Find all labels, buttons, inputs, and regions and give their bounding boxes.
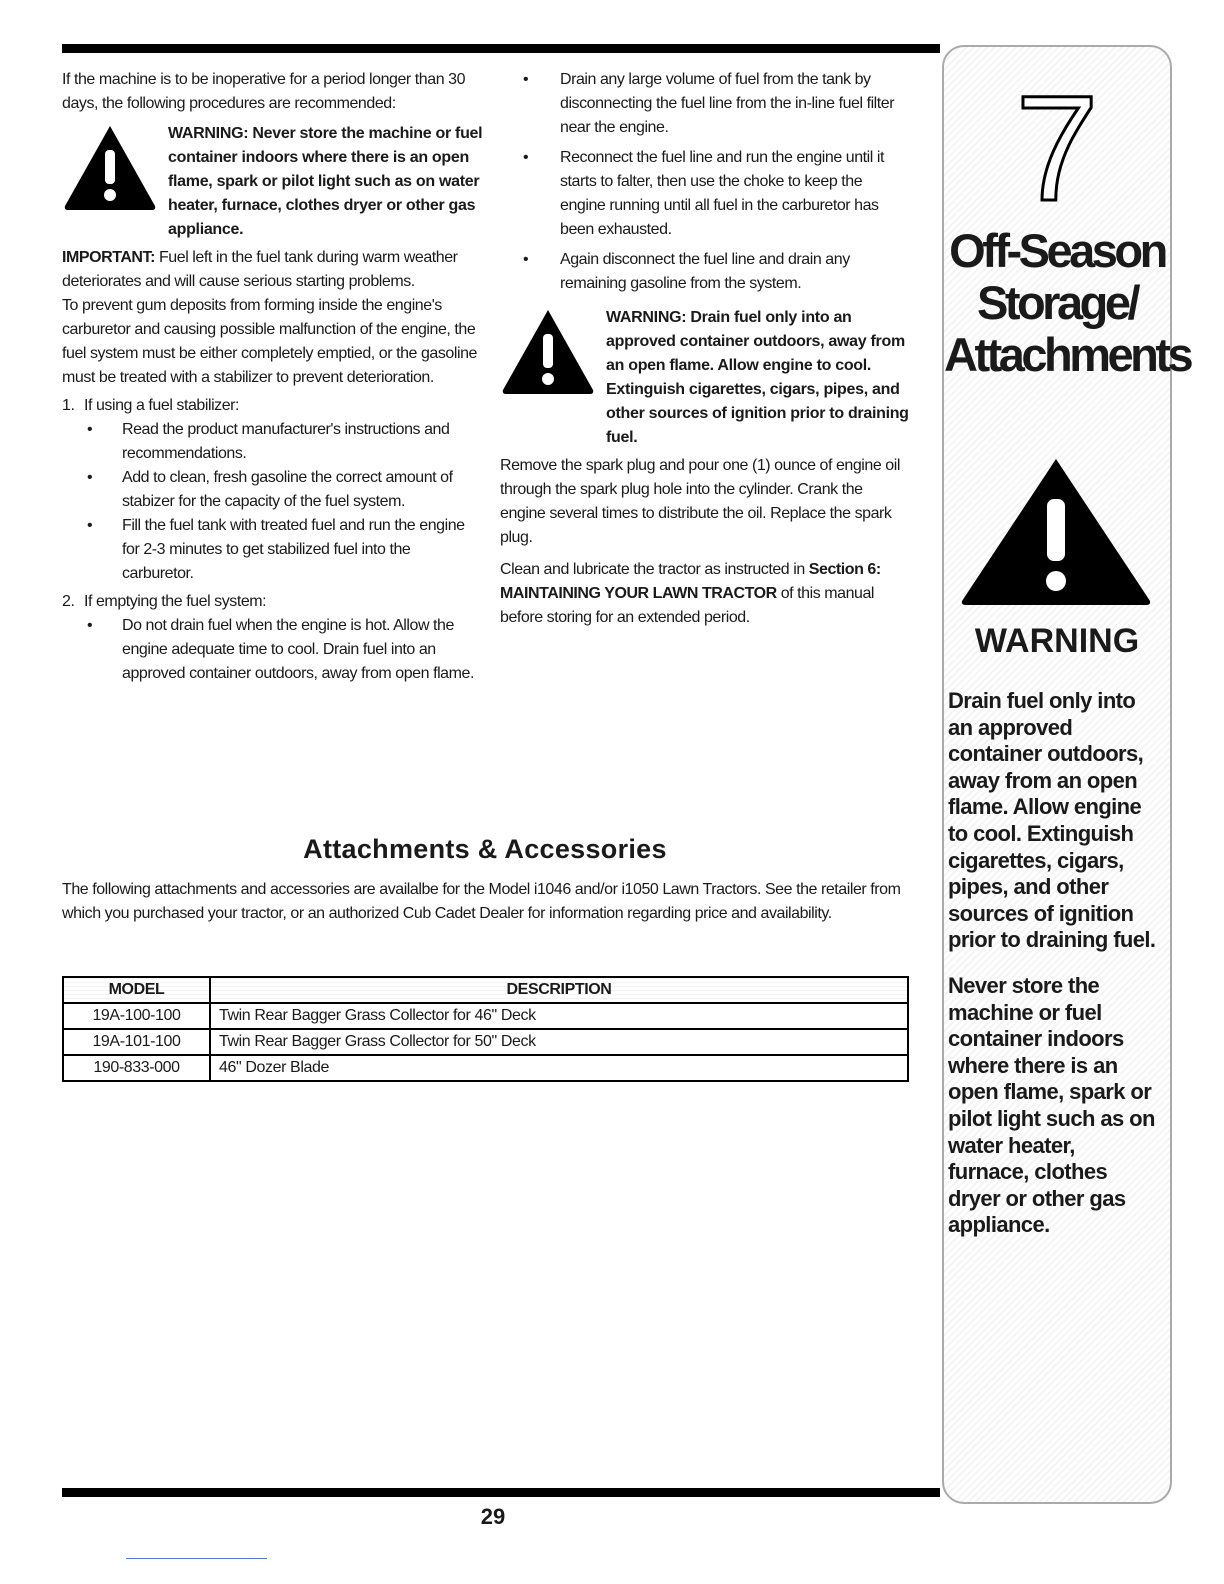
right-column: [500, 68, 910, 630]
important-text: Fuel left in the fuel tank during warm weather deteriorates and will cause serious starting problems.: [62, 249, 458, 290]
step-number: 1.: [62, 397, 75, 414]
intro-text: If the machine is to be inoperative for a period longer than 30 days, the following procedures are recommended:: [62, 71, 466, 112]
table-header: [63, 977, 908, 1003]
page-number: 29: [480, 1504, 506, 1529]
bullet-item: • Reconnect the fuel line and run the engine until it starts to falter, then use the choke to keep the engine running until all fuel in the carburetor has been exhausted.: [500, 146, 910, 242]
table-row: [63, 1055, 908, 1081]
model-cell: 19A-100-100: [63, 1003, 210, 1029]
attachments-intro: The following attachments and accessories are availalbe for the Model i1046 and/or i1050 Lawn Tractors. See the retailer from which you purchased your tractor, or an authorized Cub Cadet Dealer for information regarding price and availability.: [62, 881, 901, 922]
step-number: 2.: [62, 593, 75, 610]
title-line: Off-Season: [949, 224, 1165, 277]
bullet-item: • Add to clean, fresh gasoline the correct amount of stabizer for the capacity of the fuel system.: [62, 466, 484, 514]
table-row: [63, 1029, 908, 1055]
header-description: DESCRIPTION: [210, 977, 908, 1003]
drain-warning: [500, 306, 910, 450]
section-title: [944, 224, 1191, 381]
step-1: [62, 394, 484, 586]
model-cell: 19A-101-100: [63, 1029, 210, 1055]
clean-lubricate-text: [500, 558, 910, 630]
section-number: 7: [1015, 64, 1099, 232]
table-row: [63, 1003, 908, 1029]
warning-triangle-icon: [500, 306, 596, 396]
left-column: [62, 68, 484, 686]
warning-label: WARNING: [974, 622, 1140, 660]
description-cell: 46" Dozer Blade: [210, 1055, 908, 1081]
sidebar-storage-warning: Never store the machine or fuel container indoors where there is an open flame, spark or pilot light such as on water heater, furnace, clothes dryer or other gas appliance.: [948, 973, 1155, 1238]
gum-deposits-text: To prevent gum deposits from forming inside the engine's carburetor and causing possible malfunction of the engine, the fuel system must be either completely emptied, or the gasoline must be treated with a stabilizer to prevent deterioration.: [62, 297, 477, 386]
footer-underline: [126, 1558, 267, 1559]
description-cell: Twin Rear Bagger Grass Collector for 46" Deck: [210, 1003, 908, 1029]
drain-warning-text: WARNING: Drain fuel only into an approved container outdoors, away from an open flame. Allow engine to cool. Extinguish cigarettes, cigars, pipes, and other sources of ignition prior to draining fuel.: [606, 309, 909, 446]
bottom-rule: [62, 1488, 940, 1497]
bullet-item: • Drain any large volume of fuel from the tank by disconnecting the fuel line from the in-line fuel filter near the engine.: [500, 68, 910, 140]
title-line: Storage/: [976, 276, 1138, 329]
section-reference: Section 6: MAINTAINING YOUR LAWN TRACTOR: [500, 561, 881, 602]
bullet-item: • Read the product manufacturer's instructions and recommendations.: [62, 418, 484, 466]
header-model: MODEL: [63, 977, 210, 1003]
bullet-item: • Do not drain fuel when the engine is hot. Allow the engine adequate time to cool. Drain fuel into an approved container outdoors, away from open flame.: [62, 614, 484, 686]
title-line: Attachments: [944, 328, 1191, 381]
clean-text-end: of this manual before storing for an extended period.: [500, 585, 875, 626]
warning-triangle-icon: [62, 122, 158, 212]
section-sidebar: [942, 45, 1191, 1504]
storage-warning: [62, 122, 484, 242]
important-label: IMPORTANT:: [62, 249, 155, 266]
step-label: If emptying the fuel system:: [84, 593, 267, 610]
step-label: If using a fuel stabilizer:: [84, 397, 240, 414]
description-cell: Twin Rear Bagger Grass Collector for 50" Deck: [210, 1029, 908, 1055]
spark-plug-text: Remove the spark plug and pour one (1) ounce of engine oil through the spark plug hole into the cylinder. Crank the engine several times to distribute the oil. Replace the spark plug.: [500, 457, 900, 546]
attachments-heading: Attachments & Accessories: [303, 834, 667, 864]
bullet-item: • Again disconnect the fuel line and drain any remaining gasoline from the system.: [500, 248, 910, 296]
storage-warning-text: WARNING: Never store the machine or fuel container indoors where there is an open flame, spark or pilot light such as on water heater, furnace, clothes dryer or other gas appliance.: [168, 125, 483, 238]
step-2: [62, 590, 484, 686]
attachments-table: [62, 976, 909, 1082]
bullet-item: • Fill the fuel tank with treated fuel and run the engine for 2-3 minutes to get stabilized fuel into the carburetor.: [62, 514, 484, 586]
warning-triangle-icon: [958, 455, 1154, 607]
top-rule: [62, 44, 940, 53]
model-cell: 190-833-000: [63, 1055, 210, 1081]
clean-text: Clean and lubricate the tractor as instructed in: [500, 561, 809, 578]
important-note: [62, 246, 484, 294]
sidebar-drain-warning: Drain fuel only into an approved container outdoors, away from an open flame. Allow engine to cool. Extinguish cigarettes, cigars, pipes, and other sources of ignition prior to draining fuel.: [948, 688, 1156, 953]
